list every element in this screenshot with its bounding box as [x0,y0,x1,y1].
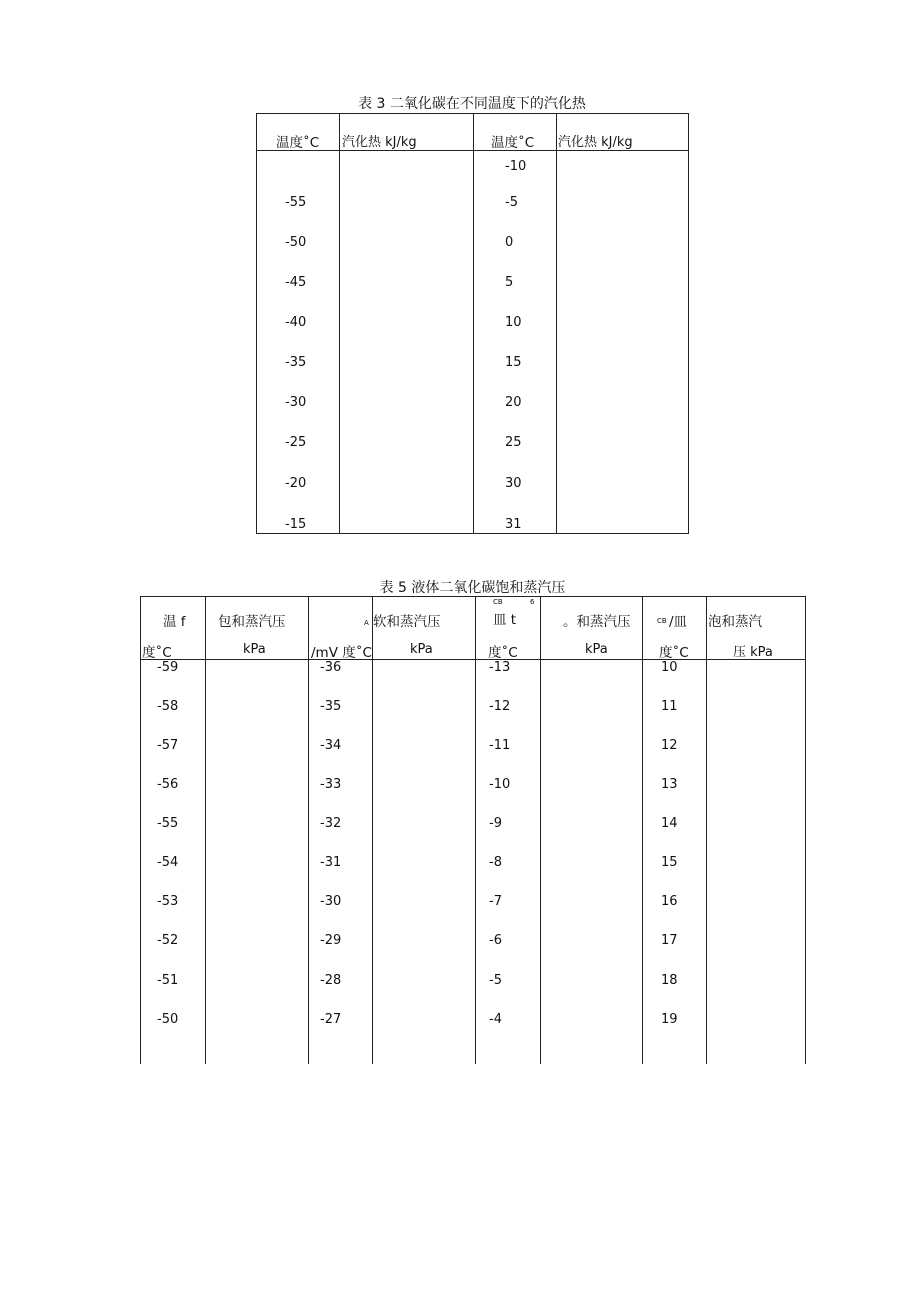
table3-left-temp: -30 [285,395,307,410]
table3-left-temp: -35 [285,355,307,370]
table5-left-border [140,596,141,1064]
table5-temp-col1: -57 [157,738,179,753]
table3-left-temp: -40 [285,315,307,330]
table5-header-c1-top: 温 f [163,614,186,630]
table5-header-c3-bottom: /mV 度˚C [311,645,372,661]
table3-right-temp: 25 [505,435,522,450]
table5-temp-col1: -51 [157,973,179,988]
table5-temp-col1: -54 [157,855,179,870]
table5-temp-col5: -11 [489,738,511,753]
table5-temp-col7: 11 [661,699,678,714]
table5-temp-col1: -58 [157,699,179,714]
table5-temp-col7: 18 [661,973,678,988]
table5-temp-col3: -36 [320,660,342,675]
table5-temp-col1: -56 [157,777,179,792]
table3-right-temp: 10 [505,315,522,330]
table3-col-divider [339,113,340,534]
table5-right-border [805,596,806,1064]
table5-temp-col7: 12 [661,738,678,753]
table5-temp-col3: -33 [320,777,342,792]
table5-temp-col5: -4 [489,1012,502,1027]
table5-temp-col1: -55 [157,816,179,831]
table3-right-temp: 15 [505,355,522,370]
table3-right-temp: 20 [505,395,522,410]
table5-header-c3-small: A [364,619,369,627]
table5-header-c6-top: 。和蒸汽压 [563,614,631,630]
table3-header-heat: 汽化热 kJ/kg [558,135,633,150]
table5-temp-col3: -30 [320,894,342,909]
table5-header-c4-bottom: kPa [410,642,433,657]
table5-temp-col5: -5 [489,973,502,988]
table3-right-temp: -10 [505,159,527,174]
table3-left-temp: -15 [285,517,307,532]
table5-header-c5-small: 6 [530,598,535,606]
table5-temp-col5: -8 [489,855,502,870]
table3-right-temp: 31 [505,517,522,532]
table3-header-heat: 汽化热 kJ/kg [342,135,417,150]
table5-temp-col3: -27 [320,1012,342,1027]
table5-header-c1-bottom: 度˚C [142,645,172,661]
table3-right-temp: 30 [505,476,522,491]
table3-left-temp: -25 [285,435,307,450]
table5-header-c2-top: 包和蒸汽压 [218,614,286,630]
table5-caption: 表 5 液体二氧化碳饱和蒸汽压 [379,580,566,596]
table5-header-c6-bottom: kPa [585,642,608,657]
table5-temp-col5: -9 [489,816,502,831]
table5-temp-col5: -6 [489,933,502,948]
table5-temp-col3: -35 [320,699,342,714]
table5-col-divider [205,596,206,1064]
table3-col-divider [473,113,474,534]
table5-temp-col7: 14 [661,816,678,831]
table3-left-temp: -20 [285,476,307,491]
table3-left-temp: -45 [285,275,307,290]
table5-temp-col7: 19 [661,1012,678,1027]
table3-left-temp: -50 [285,235,307,250]
table3-right-temp: 5 [505,275,514,290]
table5-temp-col5: -7 [489,894,502,909]
table5-temp-col7: 16 [661,894,678,909]
table5-temp-col5: -13 [489,660,511,675]
table5-temp-col1: -59 [157,660,179,675]
table3-right-temp: 0 [505,235,514,250]
table5-temp-col3: -29 [320,933,342,948]
table5-col-divider [642,596,643,1064]
table3-header-temp: 温度˚C [491,135,535,151]
table5-temp-col1: -53 [157,894,179,909]
table5-header-c7-small: CB [657,617,667,625]
table5-temp-col3: -28 [320,973,342,988]
table5-header-c5-small: CB [493,598,503,606]
table5-col-divider [308,596,309,1064]
table5-header-c5-top: 皿 t [493,612,517,628]
table5-temp-col7: 10 [661,660,678,675]
table5-col-divider [540,596,541,1064]
table5-header-c4-top: 软和蒸汽压 [373,614,441,630]
table5-header-c7-top: /皿 [669,614,688,630]
table3-col-divider [556,113,557,534]
table5-temp-col1: -52 [157,933,179,948]
table5-col-divider [706,596,707,1064]
table5-temp-col3: -32 [320,816,342,831]
table5-header-c8-bottom: 压 kPa [733,645,773,660]
table5-col-divider [372,596,373,1064]
table5-col-divider [475,596,476,1064]
table3-caption: 表 3 二氧化碳在不同温度下的汽化热 [358,96,586,112]
table5-temp-col5: -10 [489,777,511,792]
table5-temp-col3: -31 [320,855,342,870]
table5-temp-col7: 17 [661,933,678,948]
table5-temp-col5: -12 [489,699,511,714]
table5-header-c8-top: 泡和蒸汽 [708,614,762,630]
table3-right-temp: -5 [505,195,518,210]
table5-temp-col3: -34 [320,738,342,753]
table3-left-border [256,113,257,534]
table3-right-border [688,113,689,534]
table5-temp-col7: 15 [661,855,678,870]
table3-header-temp: 温度˚C [276,135,320,151]
table5-temp-col1: -50 [157,1012,179,1027]
table5-temp-col7: 13 [661,777,678,792]
table5-header-c5-bottom: 度˚C [488,645,518,661]
table3-left-temp: -55 [285,195,307,210]
table5-header-c7-bottom: 度˚C [659,645,689,661]
table5-header-c2-bottom: kPa [243,642,266,657]
